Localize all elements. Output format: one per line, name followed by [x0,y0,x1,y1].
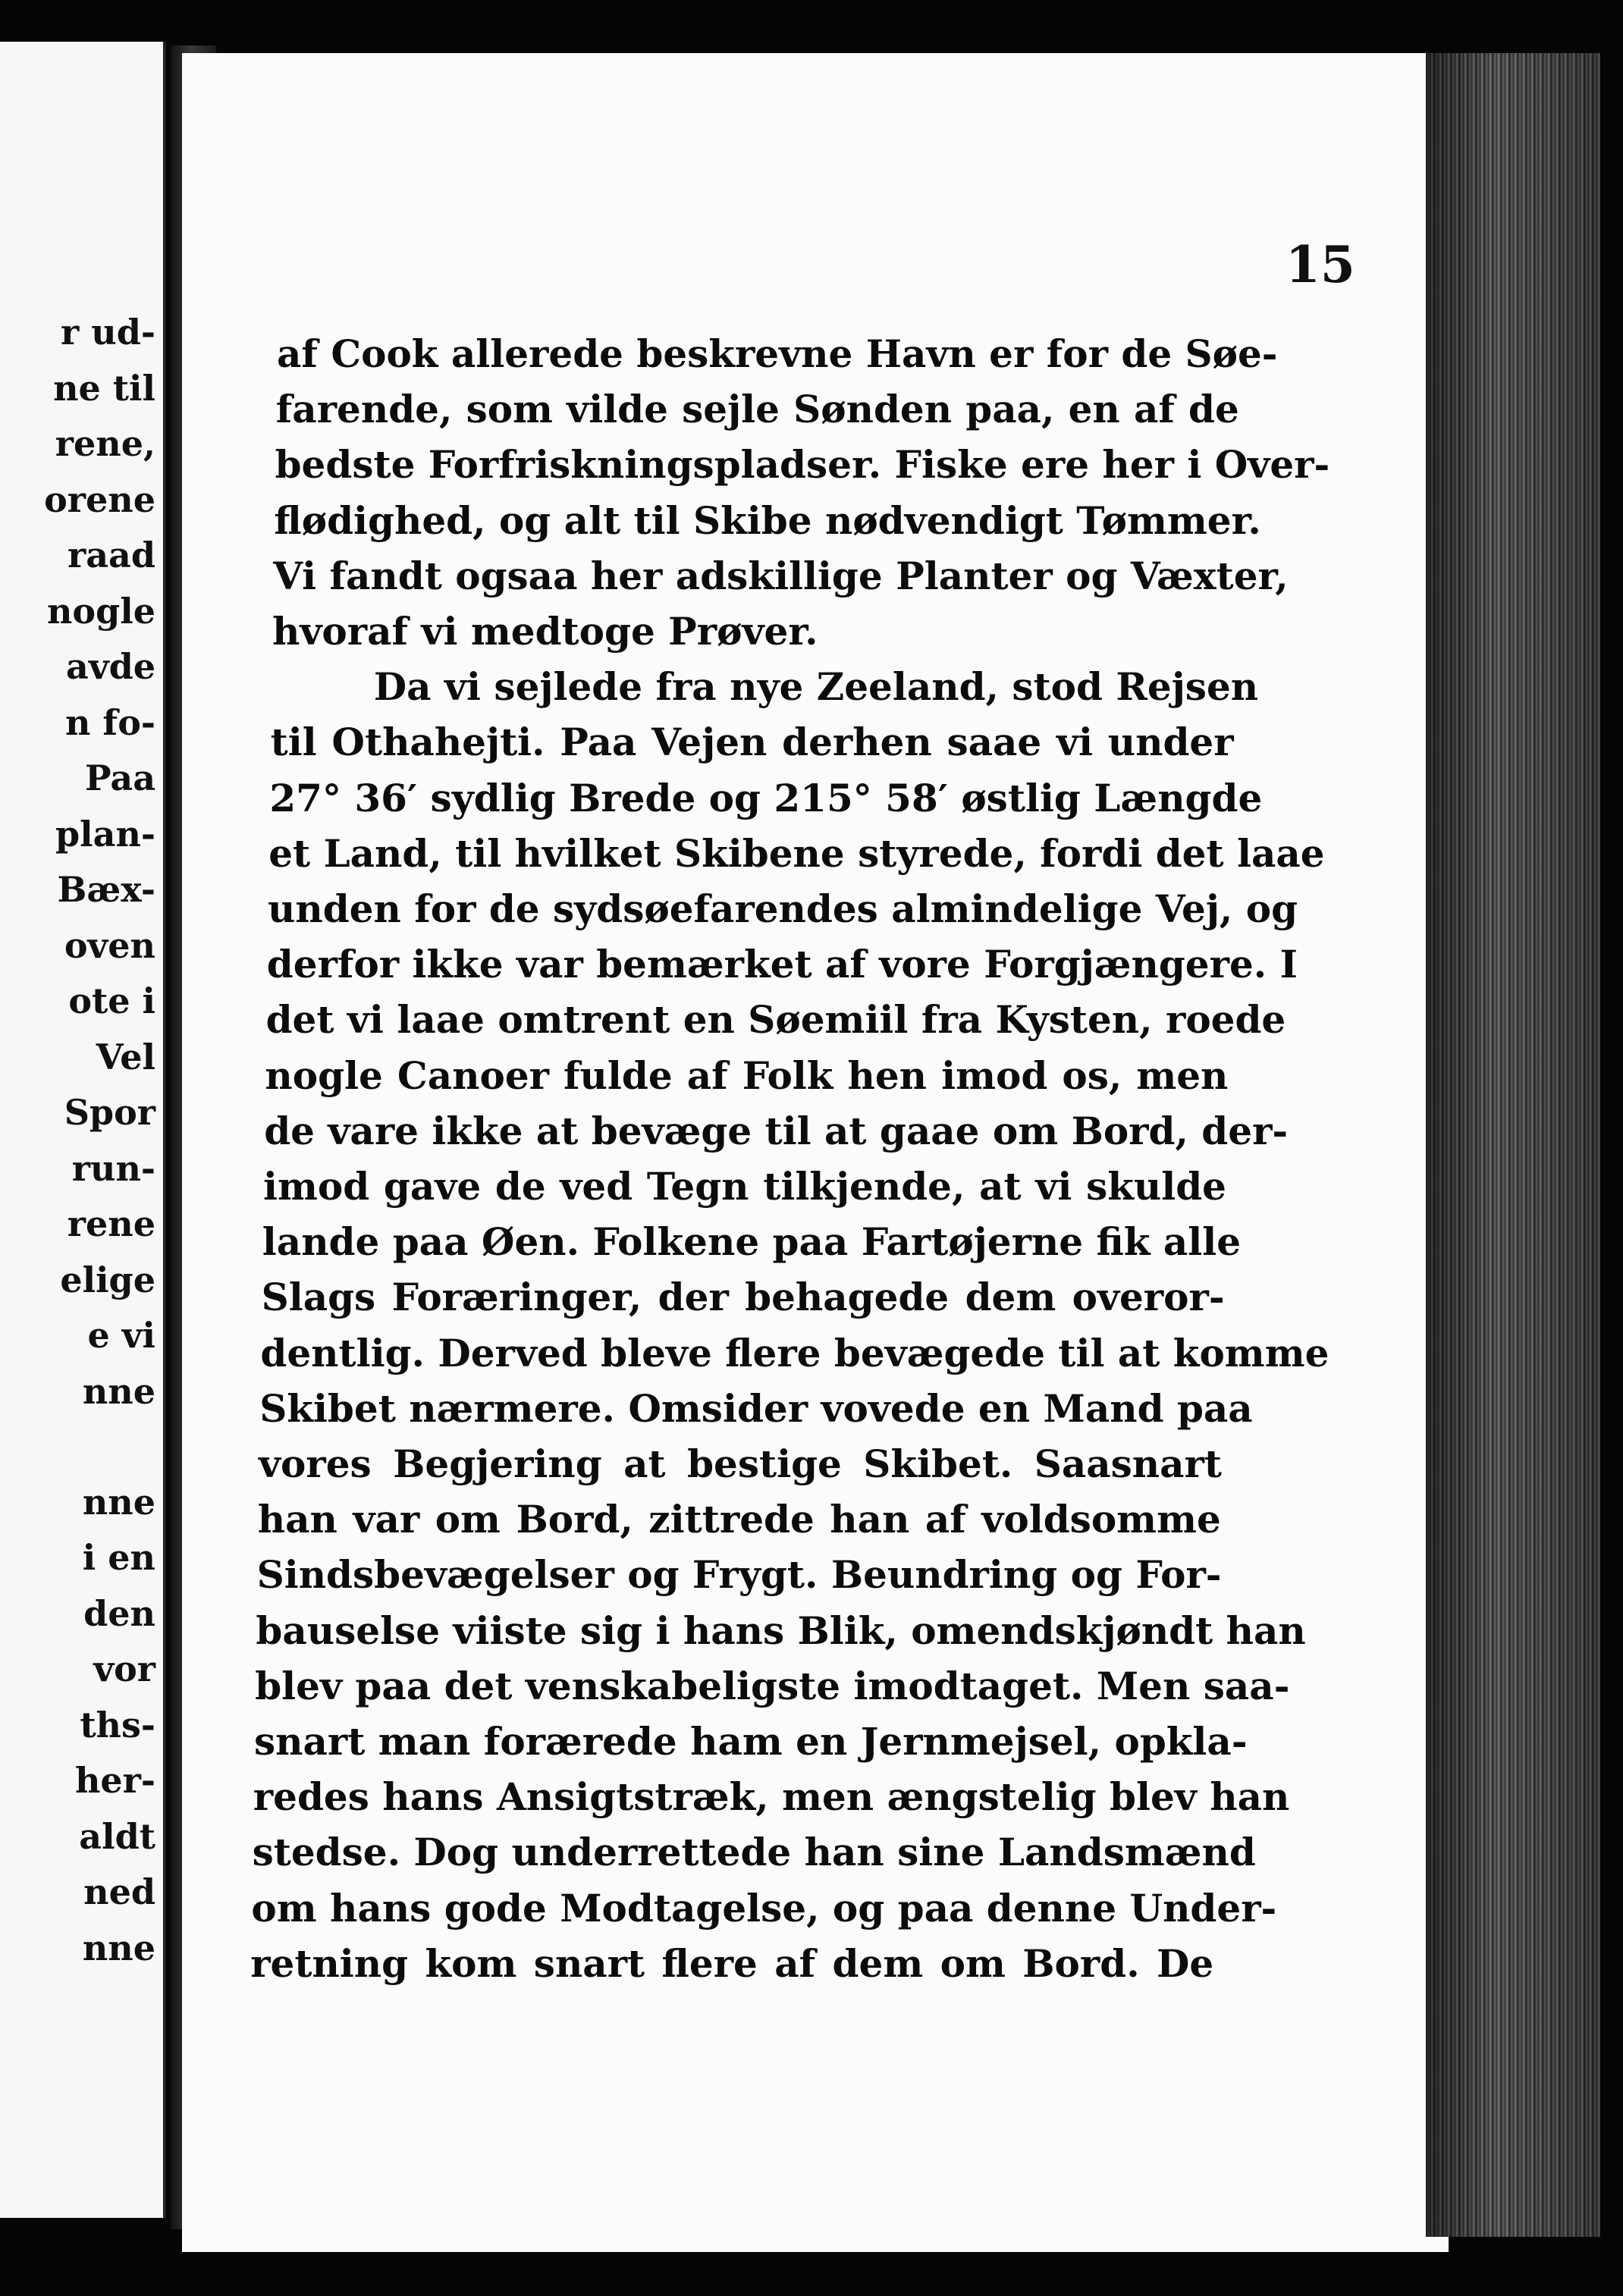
left-page-text-fragment: orene [44,478,155,520]
left-page-text-fragment: run- [71,1147,155,1189]
text-line: farende, som vilde sejle Sønden paa, en af de [275,387,1239,432]
text-line: snart man forærede ham en Jernmejsel, opkla- [254,1719,1248,1764]
left-page-text-fragment: nne [82,1481,155,1523]
text-line: imod gave de ved Tegn tilkjende, at vi skulde [263,1164,1226,1209]
left-page-text-fragment: ote i [68,980,155,1021]
text-line: til Othahejti. Paa Vejen derhen saae vi under [270,720,1234,765]
left-page-text-fragment: nogle [46,590,155,632]
text-line: Sindsbevægelser og Frygt. Beundring og For- [256,1552,1222,1598]
text-line: dentlig. Derved bleve flere bevægede til at komme [260,1330,1329,1375]
text-line: han var om Bord, zittrede han af voldsomme [257,1497,1221,1542]
left-page-text-fragment: nne [82,1370,155,1412]
text-line: retning kom snart flere af dem om Bord. De [250,1940,1214,1986]
left-page-text-fragment: den [83,1592,155,1634]
text-line: et Land, til hvilket Skibene styrede, fordi det laae [268,830,1325,876]
left-page-text-fragment: Paa [85,757,155,798]
left-page-text-fragment: i en [82,1537,155,1578]
text-line: det vi laae omtrent en Søemiil fra Kysten, roede [265,997,1286,1043]
left-page-text-fragment: ne til [53,367,155,409]
text-line: stedse. Dog underrettede han sine Landsmænd [252,1830,1256,1875]
text-line: nogle Canoer fulde af Folk hen imod os, men [265,1052,1229,1098]
left-page-text-fragment: Vel [96,1036,155,1077]
page-edges-shade [1426,53,1600,2237]
left-page-text-fragment: raad [67,535,155,576]
left-page-text-fragment: Bæx- [57,869,155,910]
text-line: Skibet nærmere. Omsider vovede en Mand paa [259,1385,1253,1431]
text-line: bauselse viiste sig i hans Blik, omendskjøndt han [256,1608,1306,1653]
text-line: unden for de sydsøefarendes almindelige Vej, og [268,886,1298,931]
left-page-text-fragment: her- [74,1760,155,1801]
left-page-text-fragment: plan- [55,813,155,855]
left-page-text-fragment: nne [82,1927,155,1968]
text-line: om hans gode Modtagelse, og paa denne Under- [251,1885,1277,1931]
text-line: lande paa Øen. Folkene paa Fartøjerne fik alle [262,1219,1242,1265]
text-line: flødighed, og alt til Skibe nødvendigt Tømmer. [274,497,1261,543]
right-page [182,53,1449,2252]
text-line: Vi fandt ogsaa her adskillige Planter og Væxter, [273,553,1289,598]
left-page-text-fragment: oven [64,924,155,966]
page-number: 15 [1286,235,1355,294]
text-line: vores Begjering at bestige Skibet. Saasnart [259,1441,1222,1486]
text-line: bedste Forfriskningspladser. Fiske ere her i Over- [275,442,1330,488]
text-line: blev paa det venskabeligste imodtaget. Men saa- [255,1663,1290,1708]
left-page-text-fragment: rene, [55,423,155,464]
left-page-text-fragment: r ud- [61,312,155,353]
text-line: hvoraf vi medtoge Prøver. [272,609,818,654]
left-page-text-fragment: ned [83,1871,155,1912]
left-page-text-fragment: avde [66,646,155,687]
left-page-text-fragment: aldt [79,1815,155,1857]
left-page-text-fragment: e vi [87,1315,155,1356]
text-line: redes hans Ansigtstræk, men ængstelig blev han [253,1774,1290,1820]
text-line: Slags Foræringer, der behagede dem overor- [261,1275,1225,1320]
text-line: Da vi sejlede fra nye Zeeland, stod Rejsen [373,664,1259,710]
left-page-text-fragment: vor [93,1648,155,1689]
text-line: de vare ikke at bevæge til at gaae om Bord, der- [264,1108,1289,1153]
left-page-text-fragment: Spor [64,1092,155,1133]
left-page-text-fragment: n fo- [64,701,155,743]
left-page-text-fragment: ths- [80,1704,155,1746]
text-line: derfor ikke var bemærket af vore Forgjængere. I [266,942,1298,987]
left-page-text-fragment: rene [67,1203,155,1244]
left-page-text-fragment: elige [60,1259,155,1300]
left-page-fragment [0,42,166,2218]
text-line: 27° 36′ sydlig Brede og 215° 58′ østlig Længde [269,775,1263,820]
text-line: af Cook allerede beskrevne Havn er for de Søe- [277,331,1278,376]
